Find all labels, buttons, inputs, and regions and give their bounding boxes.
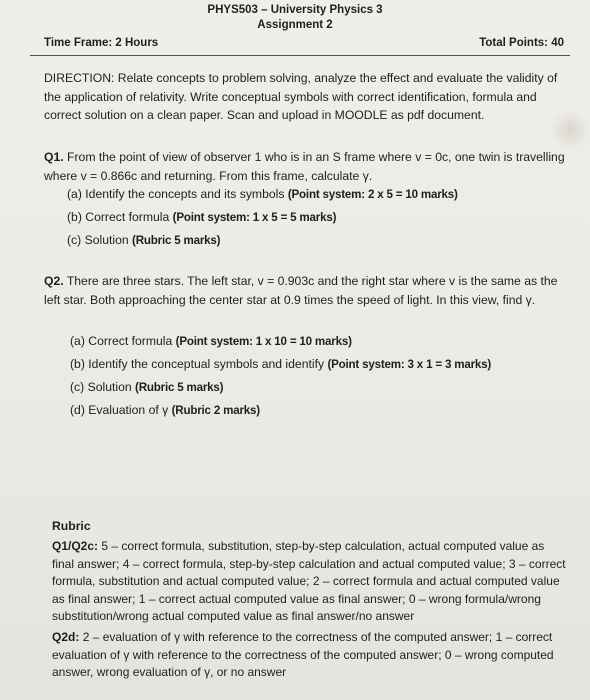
rubric-q1q2c-text: 5 – correct formula, substitution, step-by-step calculation, actual computed value as final answer; 4 – correct formula, step-by-step calculation and actual computed value; 3 – correct formula, substitution and actual computed value; 2 – correct formula and actual computed value as final answer; 1 – correct actual computed value as final answer; 0 – wrong formula/wrong substitution/wrong actual computed value as final answer/no answer bbox=[52, 539, 566, 623]
list-item bbox=[70, 330, 491, 353]
item-text: (c) Solution bbox=[67, 233, 129, 247]
item-marks: (Point system: 2 x 5 = 10 marks) bbox=[287, 188, 458, 201]
course-title: PHYS503 – University Physics 3 bbox=[207, 4, 383, 16]
list-item bbox=[70, 353, 491, 376]
rubric-q2d-text: 2 – evaluation of γ with reference to the correctness of the computed answer; 1 – correct evaluation of γ with reference to the correctness of the computed answer; 0 – wrong computed answer, wrong evaluation of γ, or no answer bbox=[52, 630, 554, 679]
direction-text: DIRECTION: Relate concepts to problem solving, analyze the effect and evaluate the validity of the application of relativity. Write conceptual symbols with correct identification, formula and correct solution on a clean paper. Scan and upload in MOODLE as pdf document. bbox=[44, 71, 558, 122]
total-points: Total Points: 40 bbox=[479, 37, 564, 49]
item-marks: (Point system: 1 x 10 = 10 marks) bbox=[175, 335, 352, 348]
item-marks: (Rubric 5 marks) bbox=[135, 381, 224, 394]
item-marks: (Point system: 1 x 5 = 5 marks) bbox=[172, 211, 337, 224]
item-text: (a) Correct formula bbox=[70, 334, 173, 348]
rubric-q1q2c bbox=[52, 538, 566, 626]
question-2-text: There are three stars. The left star, v = 0.903c and the right star where v is the same as the left star. Both approaching the center star at 0.9 times the speed of light. In this view, find γ. bbox=[44, 274, 558, 307]
item-text: (d) Evaluation of γ bbox=[70, 403, 169, 417]
list-item bbox=[67, 229, 458, 252]
header-divider bbox=[30, 55, 570, 56]
item-text: (a) Identify the concepts and its symbols bbox=[67, 187, 285, 201]
list-item bbox=[70, 376, 491, 399]
question-1-text: From the point of view of observer 1 who is in an S frame where v = 0c, one twin is travelling where v = 0.866c and returning. From this frame, calculate γ. bbox=[44, 150, 565, 183]
assignment-title: Assignment 2 bbox=[257, 19, 333, 31]
rubric-title: Rubric bbox=[52, 519, 91, 533]
question-2 bbox=[44, 272, 566, 309]
item-text: (c) Solution bbox=[70, 380, 132, 394]
question-2-items bbox=[70, 330, 491, 422]
rubric-q1q2c-label: Q1/Q2c: bbox=[52, 539, 99, 553]
list-item bbox=[67, 206, 458, 229]
item-marks: (Rubric 5 marks) bbox=[132, 234, 221, 247]
item-text: (b) Correct formula bbox=[67, 210, 170, 224]
list-item bbox=[70, 399, 491, 422]
item-marks: (Rubric 2 marks) bbox=[171, 404, 260, 417]
question-1-items bbox=[67, 183, 458, 252]
question-1 bbox=[44, 148, 568, 185]
rubric-q2d bbox=[52, 629, 566, 682]
question-1-label: Q1. bbox=[44, 150, 64, 164]
question-2-label: Q2. bbox=[44, 274, 64, 288]
list-item bbox=[67, 183, 458, 206]
page-smudge bbox=[550, 110, 590, 150]
time-frame: Time Frame: 2 Hours bbox=[44, 37, 159, 49]
item-marks: (Point system: 3 x 1 = 3 marks) bbox=[327, 358, 492, 371]
rubric-q2d-label: Q2d: bbox=[52, 630, 80, 644]
item-text: (b) Identify the conceptual symbols and identify bbox=[70, 357, 325, 371]
